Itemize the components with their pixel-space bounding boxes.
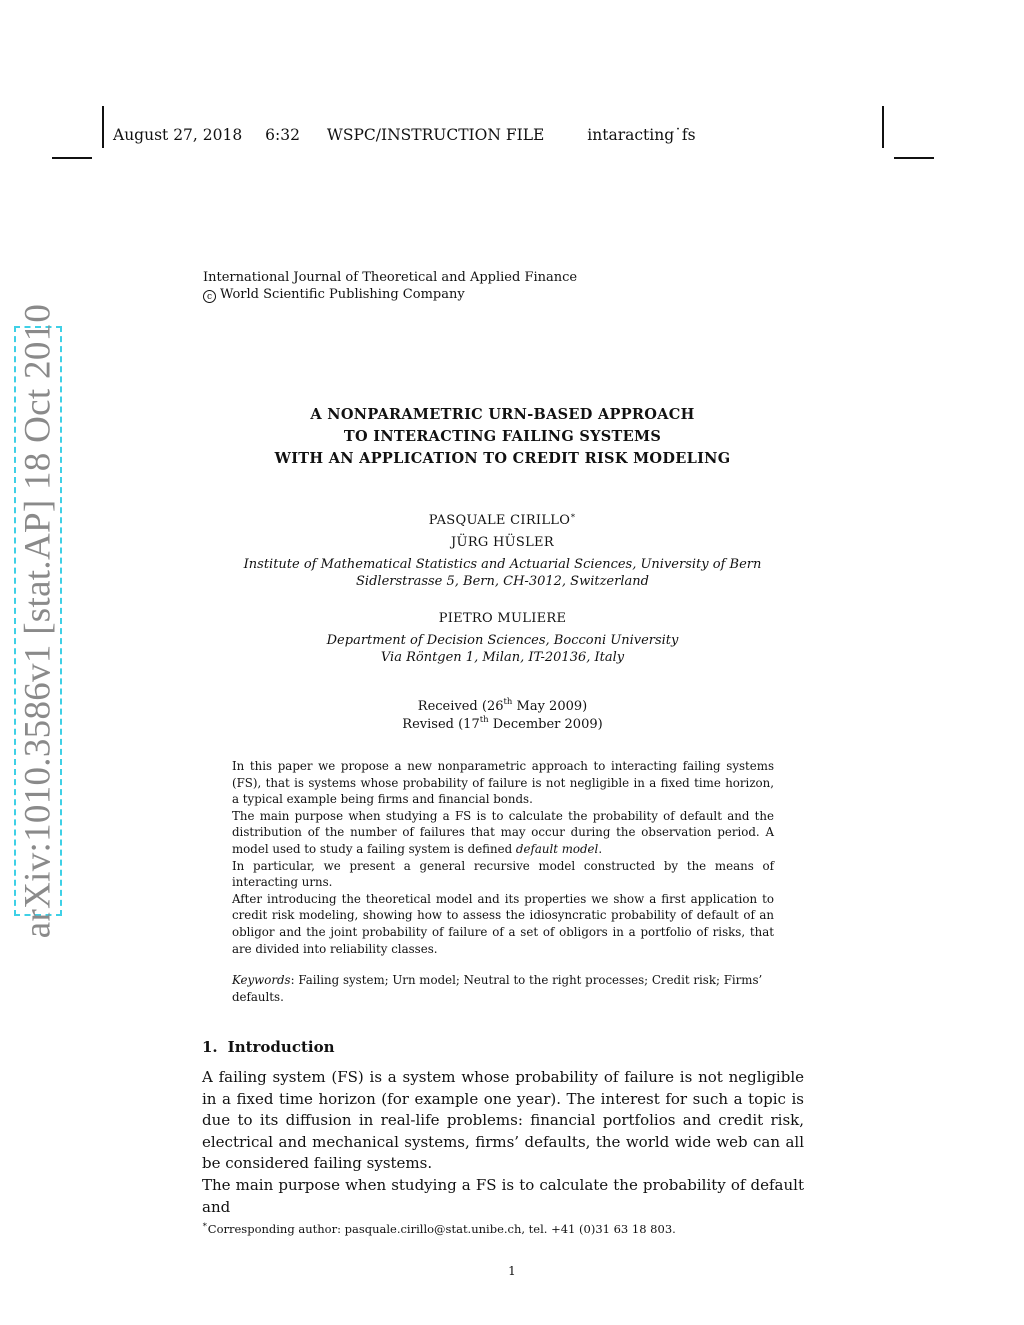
received-revised-dates (200, 698, 805, 733)
journal-name: International Journal of Theoretical and Applied Finance (203, 270, 578, 285)
author-2: JÜRG HÜSLER (451, 535, 554, 550)
affiliation-1-line-1: Institute of Mathematical Statistics and Actuarial Sciences, University of Bern (243, 557, 762, 572)
footnote-text: Corresponding author: pasquale.cirillo@stat.unibe.ch, tel. +41 (0)31 63 18 803. (207, 1222, 676, 1236)
abstract-paragraph-4: After introducing the theoretical model and its properties we show a first application to credit risk modeling, showing how to assess the idiosyncratic probability of default of an obligor and the joint probability of failure of a set of obligors in a portfolio of risks, that are divided into reliability classes. (232, 891, 774, 956)
affiliation-1 (200, 557, 805, 590)
header-file-name: intaracting˙fs (587, 126, 696, 144)
section-title: Introduction (227, 1038, 335, 1056)
revised-date: Revised (17th December 2009) (402, 714, 603, 732)
section-heading (202, 1038, 335, 1056)
keywords (232, 972, 774, 1005)
body-paragraph-1: A failing system (FS) is a system whose probability of failure is not negligible in a fixed time horizon (for example one year). The interest for such a topic is due to its diffusion in real-life problems: financial portfolios and credit risk, electrical and mechanical systems, firms’ defaults, the world wide web can all be considered failing systems. (202, 1068, 804, 1173)
abstract-paragraph-1: In this paper we propose a new nonparametric approach to interacting failing systems (FS), that is systems whose probability of failure is not negligible in a fixed time horizon, a typical example being firms and financial bonds. (232, 759, 774, 807)
page-number: 1 (508, 1264, 516, 1278)
journal-info (203, 269, 577, 303)
header-date: August 27, 2018 (113, 126, 243, 144)
default-model-term: default model (515, 841, 599, 856)
author-1-footnote-mark: ∗ (570, 511, 577, 521)
footnote-mark: ∗ (202, 1220, 208, 1230)
abstract (232, 758, 774, 957)
author-1: PASQUALE CIRILLO∗ (428, 511, 577, 528)
abstract-paragraph-2: The main purpose when studying a FS is to calculate the probability of default and the distribution of the number of failures that may occur during the observation period. A model used to study a failing system is defined default model. (232, 808, 774, 856)
crop-mark-left-horizontal (52, 157, 92, 159)
abstract-paragraph-3: In particular, we present a general recursive model constructed by the means of interacting urns. (232, 858, 774, 890)
copyright-icon: c (203, 290, 216, 303)
arxiv-stamp[interactable] (14, 303, 62, 939)
journal-publisher: World Scientific Publishing Company (220, 287, 465, 302)
keywords-text: : Failing system; Urn model; Neutral to the right processes; Credit risk; Firms’ defaults. (232, 973, 763, 1004)
affiliation-2-line-1: Department of Decision Sciences, Bocconi University (326, 633, 679, 648)
title-line-3: WITH AN APPLICATION TO CREDIT RISK MODELING (274, 450, 731, 467)
arxiv-stamp-text: arXiv:1010.3586v1 [stat.AP] 18 Oct 2010 (17, 303, 59, 939)
header-time: 6:32 (265, 126, 300, 144)
paper-title (200, 404, 805, 470)
footnote (202, 1222, 676, 1236)
crop-mark-right-horizontal (894, 157, 934, 159)
keywords-label: Keywords (232, 973, 291, 987)
received-date: Received (26th May 2009) (417, 697, 588, 714)
running-header (113, 126, 696, 144)
body-paragraph-2: The main purpose when studying a FS is to calculate the probability of default and (202, 1175, 804, 1216)
affiliation-2-line-2: Via Röntgen 1, Milan, IT-20136, Italy (380, 649, 625, 665)
affiliation-1-line-2: Sidlerstrasse 5, Bern, CH-3012, Switzerland (356, 573, 649, 589)
crop-mark-left-vertical (102, 106, 104, 148)
header-file-type: WSPC/INSTRUCTION FILE (326, 126, 545, 144)
author-3: PIETRO MULIERE (438, 611, 567, 626)
journal-publisher-line (203, 286, 577, 303)
section-number: 1. (202, 1038, 218, 1056)
affiliation-2 (200, 633, 805, 666)
crop-mark-right-vertical (882, 106, 884, 148)
title-line-2: TO INTERACTING FAILING SYSTEMS (343, 428, 662, 445)
section-body (202, 1067, 804, 1218)
title-line-1: A NONPARAMETRIC URN-BASED APPROACH (310, 406, 695, 423)
